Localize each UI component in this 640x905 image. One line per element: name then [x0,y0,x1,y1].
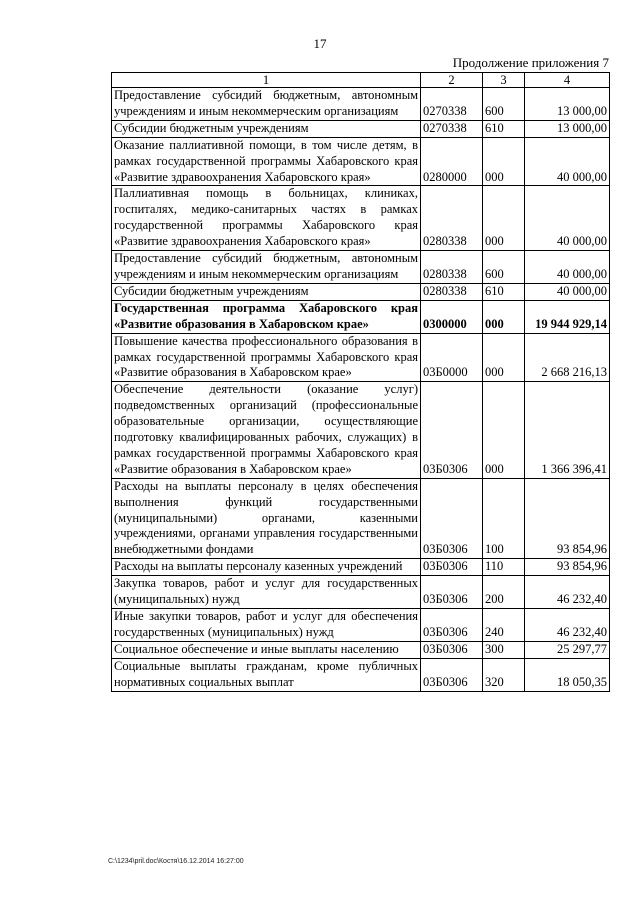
budget-table [111,72,610,692]
row-type-cell: 610 [483,120,525,137]
table-row [112,333,610,382]
row-name-cell: Предоставление субсидий бюджетным, автономным учреждениям и иным некоммерческим организациям [112,88,421,121]
row-name-cell: Обеспечение деятельности (оказание услуг) подведомственных организаций (профессиональные образовательные организации, осуществляющие подготовку квалифицированных рабочих, служащих) в рамках государственной программы Хабаровского края «Развитие образования в Хабаровском крае» [112,382,421,478]
row-type-cell: 110 [483,559,525,576]
row-type-cell: 000 [483,382,525,478]
row-type-cell: 000 [483,333,525,382]
table-row [112,658,610,691]
table-row [112,283,610,300]
row-name-cell: Повышение качества профессионального образования в рамках государственной программы Хабаровского края «Развитие образования в Хабаровском крае» [112,333,421,382]
row-code-cell: 03Б0306 [421,658,483,691]
row-amount-cell: 93 854,96 [525,478,610,559]
table-row [112,478,610,559]
row-amount-cell: 13 000,00 [525,120,610,137]
row-name-cell: Субсидии бюджетным учреждениям [112,120,421,137]
row-code-cell: 03Б0306 [421,576,483,609]
row-amount-cell: 40 000,00 [525,283,610,300]
header-col-1: 1 [112,73,421,88]
row-name-cell: Оказание паллиативной помощи, в том числе детям, в рамках государственной программы Хабаровского края «Развитие здравоохранения Хабаровского края» [112,137,421,186]
row-type-cell: 610 [483,283,525,300]
row-amount-cell: 1 366 396,41 [525,382,610,478]
header-col-4: 4 [525,73,610,88]
row-code-cell: 0300000 [421,300,483,333]
table-row [112,382,610,478]
row-amount-cell: 2 668 216,13 [525,333,610,382]
row-code-cell: 03Б0306 [421,382,483,478]
row-code-cell: 03Б0306 [421,559,483,576]
row-type-cell: 320 [483,658,525,691]
row-amount-cell: 93 854,96 [525,559,610,576]
table-row [112,88,610,121]
continuation-label: Продолжение приложения 7 [452,55,609,70]
row-name-cell: Социальные выплаты гражданам, кроме публичных нормативных социальных выплат [112,658,421,691]
header-col-3: 3 [483,73,525,88]
row-code-cell: 0270338 [421,88,483,121]
row-code-cell: 03Б0306 [421,609,483,642]
page-number: 17 [313,36,327,51]
row-name-cell: Паллиативная помощь в больницах, клиниках, госпиталях, медико-санитарных частях в рамках государственной программы Хабаровского края «Развитие здравоохранения Хабаровского края» [112,186,421,251]
table-row [112,186,610,251]
row-amount-cell: 13 000,00 [525,88,610,121]
row-type-cell: 100 [483,478,525,559]
footer-file-path: C:\1234\pril.doc\Костя\16.12.2014 16:27:00 [108,858,244,865]
table-row [112,641,610,658]
row-name-cell: Расходы на выплаты персоналу в целях обеспечения выполнения функций государственными (муниципальными) органами, казенными учреждениями, органами управления государственными внебюджетными фондами [112,478,421,559]
row-code-cell: 03Б0306 [421,478,483,559]
row-type-cell: 000 [483,300,525,333]
table-row [112,559,610,576]
row-code-cell: 0280338 [421,251,483,284]
table-header-row [112,73,610,88]
row-amount-cell: 46 232,40 [525,609,610,642]
row-type-cell: 600 [483,251,525,284]
row-name-cell: Расходы на выплаты персоналу казенных учреждений [112,559,421,576]
table-body [112,88,610,692]
row-name-cell: Закупка товаров, работ и услуг для государственных (муниципальных) нужд [112,576,421,609]
row-type-cell: 240 [483,609,525,642]
table-row [112,576,610,609]
row-name-cell: Социальное обеспечение и иные выплаты населению [112,641,421,658]
row-type-cell: 200 [483,576,525,609]
row-amount-cell: 46 232,40 [525,576,610,609]
row-type-cell: 000 [483,137,525,186]
table-row [112,251,610,284]
row-code-cell: 0280338 [421,186,483,251]
row-type-cell: 600 [483,88,525,121]
row-name-cell: Государственная программа Хабаровского края «Развитие образования в Хабаровском крае» [112,300,421,333]
row-type-cell: 000 [483,186,525,251]
table-row [112,609,610,642]
row-code-cell: 0280338 [421,283,483,300]
row-code-cell: 0280000 [421,137,483,186]
row-code-cell: 03Б0306 [421,641,483,658]
row-amount-cell: 18 050,35 [525,658,610,691]
row-amount-cell: 25 297,77 [525,641,610,658]
row-name-cell: Предоставление субсидий бюджетным, автономным учреждениям и иным некоммерческим организациям [112,251,421,284]
row-code-cell: 03Б0000 [421,333,483,382]
table-row [112,300,610,333]
header-col-2: 2 [421,73,483,88]
table-row [112,137,610,186]
row-amount-cell: 40 000,00 [525,186,610,251]
row-name-cell: Субсидии бюджетным учреждениям [112,283,421,300]
row-type-cell: 300 [483,641,525,658]
table-row [112,120,610,137]
row-amount-cell: 19 944 929,14 [525,300,610,333]
row-amount-cell: 40 000,00 [525,251,610,284]
row-name-cell: Иные закупки товаров, работ и услуг для обеспечения государственных (муниципальных) нужд [112,609,421,642]
row-code-cell: 0270338 [421,120,483,137]
row-amount-cell: 40 000,00 [525,137,610,186]
